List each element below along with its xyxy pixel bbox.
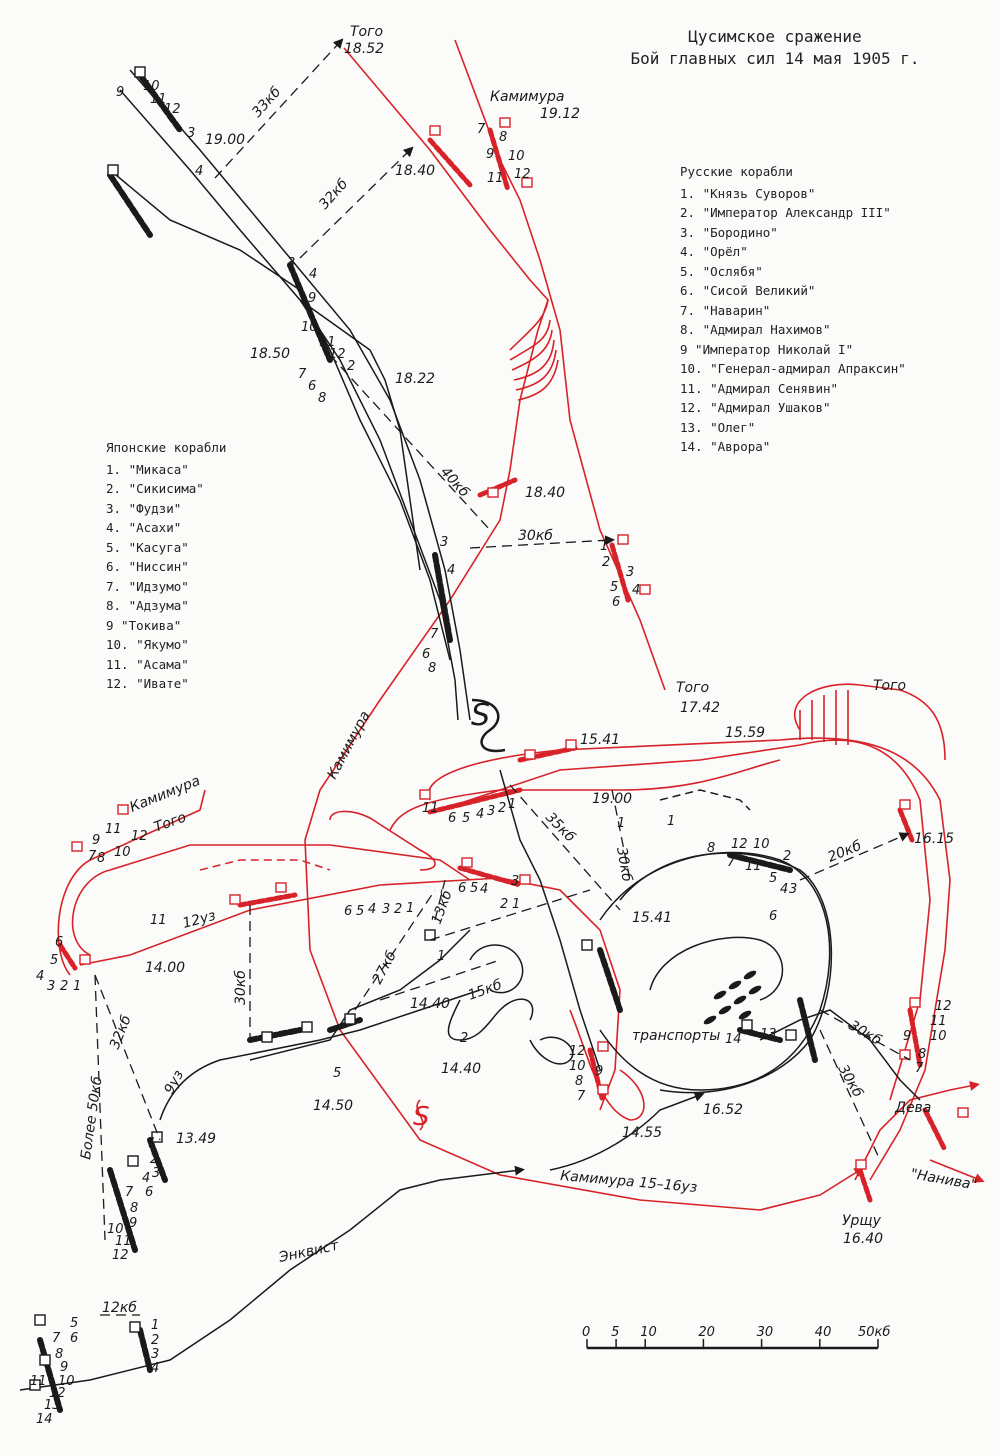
label-s-turn: S — [413, 1102, 430, 1132]
legend-item: 2. "Император Александр III" — [680, 205, 891, 220]
scale-label: 40 — [814, 1325, 832, 1340]
svg-text:12: 12 — [131, 829, 148, 844]
svg-text:10: 10 — [930, 1029, 947, 1044]
distance-line — [215, 42, 340, 178]
svg-text:12: 12 — [112, 1248, 129, 1263]
svg-text:11: 11 — [487, 171, 504, 186]
svg-text:9: 9 — [60, 1360, 69, 1375]
svg-text:1: 1 — [73, 979, 82, 994]
svg-text:3: 3 — [626, 565, 635, 580]
svg-text:9: 9 — [595, 1064, 604, 1079]
svg-text:12: 12 — [569, 1044, 586, 1059]
svg-text:11: 11 — [30, 1374, 47, 1389]
svg-text:3: 3 — [47, 979, 56, 994]
flag-marker — [520, 875, 530, 884]
japanese-column — [110, 175, 150, 235]
label-time: 14.40 — [410, 996, 451, 1012]
svg-text:1: 1 — [667, 814, 676, 829]
scale-label: 20 — [698, 1325, 715, 1340]
svg-text:5: 5 — [356, 904, 365, 919]
label-distance: 15кб — [465, 976, 505, 1004]
svg-text:10: 10 — [114, 845, 131, 860]
transports-cluster — [702, 969, 762, 1026]
legend-item: 1. "Микаса" — [106, 461, 189, 477]
flag-marker — [618, 535, 628, 544]
russian-column — [925, 1110, 945, 1150]
svg-text:4: 4 — [476, 807, 485, 822]
label-kamimura: Камимура — [127, 772, 203, 816]
label-enkvist: Энквист — [277, 1237, 341, 1266]
svg-text:4: 4 — [195, 164, 204, 179]
label-time: 19.00 — [592, 791, 633, 807]
svg-text:4: 4 — [780, 882, 789, 897]
japanese-column — [250, 1030, 300, 1040]
scale-label: 30 — [756, 1325, 774, 1340]
svg-text:8: 8 — [428, 661, 437, 676]
svg-text:7: 7 — [577, 1089, 586, 1104]
legend-item: 7. "Наварин" — [680, 302, 771, 318]
legend-item: 6. "Сисой Великий" — [680, 283, 816, 298]
japanese-track-loop-small — [660, 790, 750, 810]
svg-text:11: 11 — [150, 913, 167, 928]
label-time: 18.52 — [344, 41, 385, 57]
flag-marker — [742, 1020, 752, 1030]
label-time: 14.40 — [441, 1061, 482, 1077]
label-time: 18.50 — [250, 346, 291, 362]
svg-text:3: 3 — [511, 874, 520, 889]
distance-line — [95, 975, 160, 1140]
svg-text:12: 12 — [935, 999, 952, 1014]
legend-item: 11. "Асама" — [106, 656, 189, 672]
label-distance: 12кб — [102, 1300, 137, 1316]
flag-marker — [40, 1355, 50, 1365]
legend-item: 8. "Адмирал Нахимов" — [680, 322, 831, 337]
label-togo-1852: Того — [350, 24, 384, 40]
flag-marker — [786, 1030, 796, 1040]
label-time: 18.40 — [525, 485, 566, 501]
label-distance: 30кб — [518, 528, 553, 544]
svg-text:13: 13 — [760, 1027, 777, 1042]
legend-item: 3. "Фудзи" — [106, 500, 182, 516]
svg-text:2: 2 — [347, 359, 356, 374]
svg-text:10: 10 — [143, 79, 160, 94]
svg-text:5: 5 — [70, 1316, 79, 1331]
svg-text:8: 8 — [918, 1047, 927, 1062]
legend-item: 5. "Ослябя" — [680, 263, 763, 279]
label-transports: транспорты — [632, 1028, 721, 1044]
label-time: 18.22 — [395, 371, 436, 387]
legend-item: 7. "Идзумо" — [106, 578, 189, 594]
russian-track-hook — [330, 811, 435, 870]
label-distance: 32кб — [106, 1013, 135, 1052]
label-time: 15.59 — [725, 725, 766, 741]
svg-text:9: 9 — [116, 85, 125, 100]
label-distance: 35кб — [542, 809, 579, 846]
japanese-track-loop2 — [620, 853, 831, 1092]
label-kamimura-speed: Камимура 15–16уз — [559, 1168, 698, 1196]
svg-text:2: 2 — [150, 1152, 159, 1167]
flag-marker — [598, 1085, 608, 1094]
svg-text:3: 3 — [789, 882, 798, 897]
legend-item: 4. "Асахи" — [106, 520, 182, 535]
label-togo: Того — [151, 809, 189, 836]
svg-text:7: 7 — [915, 1061, 924, 1076]
svg-text:1: 1 — [600, 539, 609, 554]
svg-text:2: 2 — [151, 1333, 160, 1348]
svg-text:5: 5 — [333, 1066, 342, 1081]
flag-marker — [910, 998, 920, 1007]
russian-column — [860, 1170, 870, 1200]
label-time: 16.15 — [914, 831, 955, 847]
flag-marker — [35, 1315, 45, 1325]
flag-marker — [430, 126, 440, 135]
flag-marker — [582, 940, 592, 950]
svg-text:5: 5 — [462, 811, 471, 826]
svg-text:10: 10 — [301, 320, 318, 335]
flag-marker — [566, 740, 576, 749]
flag-marker — [262, 1032, 272, 1042]
svg-text:1: 1 — [617, 816, 626, 831]
svg-text:3: 3 — [187, 126, 196, 141]
label-time: 15.41 — [632, 910, 673, 926]
svg-text:7: 7 — [727, 855, 736, 870]
label-time: 15.41 — [580, 732, 621, 748]
svg-text:7: 7 — [477, 122, 486, 137]
legend-item: 13. "Олег" — [680, 419, 756, 435]
flag-marker — [302, 1022, 312, 1032]
svg-text:14: 14 — [725, 1032, 742, 1047]
legend-item: 5. "Касуга" — [106, 539, 189, 555]
svg-text:4: 4 — [368, 902, 377, 917]
svg-text:7: 7 — [88, 849, 97, 864]
scale-bar-ticks — [582, 1325, 890, 1348]
svg-text:7: 7 — [430, 627, 439, 642]
map-labels — [78, 24, 978, 1316]
flag-marker — [108, 165, 118, 175]
flag-marker — [900, 800, 910, 809]
svg-text:3: 3 — [151, 1347, 160, 1362]
svg-text:1: 1 — [151, 1318, 160, 1333]
map-title-line1: Цусимское сражение — [688, 27, 862, 46]
scale-label: 0 — [582, 1325, 591, 1340]
svg-text:6: 6 — [308, 379, 317, 394]
label-kamimura: Камимура — [324, 708, 374, 782]
flag-marker — [345, 1014, 355, 1024]
label-time: 14.50 — [313, 1098, 354, 1114]
japanese-track-loop3 — [650, 937, 783, 1000]
russian-ships-heading: Русские корабли — [680, 164, 793, 179]
label-time: 19.12 — [540, 106, 581, 122]
flag-marker — [130, 1322, 140, 1332]
japanese-columns — [40, 75, 815, 1410]
svg-text:8: 8 — [707, 841, 716, 856]
label-togo: Того — [873, 678, 907, 694]
svg-text:5: 5 — [50, 953, 59, 968]
svg-text:13: 13 — [44, 1398, 61, 1413]
legend-item: 3. "Бородино" — [680, 224, 778, 240]
svg-text:3: 3 — [287, 256, 296, 271]
flag-marker — [276, 883, 286, 892]
svg-text:6: 6 — [769, 909, 778, 924]
legend-item: 10. "Якумо" — [106, 637, 189, 652]
svg-text:7: 7 — [52, 1331, 61, 1346]
svg-text:10: 10 — [753, 837, 770, 852]
svg-text:2: 2 — [394, 902, 403, 917]
svg-text:4: 4 — [151, 1361, 160, 1376]
svg-text:12: 12 — [514, 167, 531, 182]
label-distance: Более 50кб — [78, 1075, 106, 1161]
label-time: 14.55 — [622, 1125, 663, 1141]
russian-tracks — [58, 40, 980, 1210]
scale-bar — [582, 1325, 890, 1348]
russian-track-loop — [429, 738, 950, 1180]
svg-text:4: 4 — [142, 1171, 151, 1186]
svg-text:12: 12 — [329, 347, 346, 362]
flag-marker — [80, 955, 90, 964]
svg-text:11: 11 — [422, 801, 439, 816]
map-title-line2: Бой главных сил 14 мая 1905 г. — [630, 49, 920, 68]
flag-marker — [958, 1108, 968, 1117]
svg-text:6: 6 — [55, 935, 64, 950]
svg-text:7: 7 — [298, 367, 307, 382]
ship-numbers — [30, 79, 955, 1427]
svg-text:5: 5 — [769, 871, 778, 886]
label-distance: 30кб — [834, 1062, 866, 1101]
japanese-column — [800, 1000, 815, 1060]
svg-text:14: 14 — [36, 1412, 53, 1427]
russian-track-fan — [510, 300, 558, 400]
svg-text:8: 8 — [575, 1074, 584, 1089]
svg-text:11: 11 — [115, 1234, 132, 1249]
flag-marker — [598, 1042, 608, 1051]
russian-track-main — [305, 48, 860, 1210]
svg-text:10: 10 — [508, 149, 525, 164]
flag-marker — [135, 67, 145, 77]
legend-item: 11. "Адмирал Сенявин" — [680, 380, 839, 396]
legend-item: 9 "Император Николай I" — [680, 341, 854, 357]
svg-text:3: 3 — [440, 535, 449, 550]
japanese-track-main-2 — [120, 90, 458, 720]
label-speed: 12уз — [180, 907, 218, 932]
svg-text:7: 7 — [125, 1185, 134, 1200]
svg-text:1: 1 — [512, 897, 521, 912]
label-distance: 13кб — [428, 888, 456, 927]
flag-marker — [500, 118, 510, 127]
flag-marker — [488, 488, 498, 497]
flag-marker — [525, 750, 535, 759]
japanese-track-west-loop — [200, 860, 330, 870]
russian-column — [900, 810, 912, 840]
svg-text:5: 5 — [470, 881, 479, 896]
svg-text:2: 2 — [60, 979, 69, 994]
legend-item: 1. "Князь Суворов" — [680, 185, 816, 201]
legend-item: 4. "Орёл" — [680, 244, 748, 259]
svg-text:9: 9 — [129, 1216, 138, 1231]
svg-text:5: 5 — [610, 580, 619, 595]
label-time: 17.42 — [680, 700, 721, 716]
svg-text:11: 11 — [745, 859, 762, 874]
label-speed: 9уз — [161, 1067, 188, 1097]
legend-item: 8. "Адзума" — [106, 598, 189, 613]
svg-text:12: 12 — [49, 1386, 66, 1401]
flag-marker — [462, 858, 472, 867]
scale-label: 10 — [640, 1325, 657, 1340]
russian-track-togo-loop — [795, 684, 945, 760]
svg-text:11: 11 — [105, 822, 122, 837]
flag-marker — [230, 895, 240, 904]
svg-text:10: 10 — [569, 1059, 586, 1074]
label-togo-1742: Того — [676, 680, 710, 696]
japanese-track-swirl3 — [530, 1037, 573, 1064]
legend-item: 12. "Адмирал Ушаков" — [680, 400, 831, 415]
legend-item: 9 "Токива" — [106, 617, 182, 633]
svg-text:6: 6 — [70, 1331, 79, 1346]
label-distance: 30кб — [613, 845, 635, 884]
label-time: 16.52 — [703, 1102, 744, 1118]
scale-label: 50кб — [858, 1325, 891, 1340]
svg-text:9: 9 — [92, 833, 101, 848]
svg-text:4: 4 — [480, 882, 489, 897]
label-distance: 33кб — [249, 84, 285, 121]
label-distance: 20кб — [825, 837, 864, 866]
russian-flag-markers — [72, 118, 968, 1169]
svg-text:2: 2 — [460, 1031, 469, 1046]
russian-track-fan-right — [800, 690, 848, 745]
svg-text:8: 8 — [130, 1201, 139, 1216]
svg-text:1: 1 — [508, 797, 517, 812]
scale-label: 5 — [611, 1325, 620, 1340]
label-distance: 27кб — [369, 948, 400, 987]
japanese-column — [140, 1330, 150, 1370]
svg-text:3: 3 — [152, 1166, 161, 1181]
japanese-track-enkvist — [20, 1170, 520, 1390]
svg-text:1: 1 — [437, 949, 446, 964]
svg-text:6: 6 — [448, 811, 457, 826]
label-time: 16.40 — [843, 1231, 884, 1247]
japanese-ships-heading: Японские корабли — [106, 440, 227, 455]
flag-marker — [72, 842, 82, 851]
japanese-tracks — [20, 70, 920, 1390]
label-urigu: Урщу — [842, 1213, 881, 1229]
flag-marker — [856, 1160, 866, 1169]
label-kamimura-1912: Камимура — [490, 89, 565, 105]
svg-text:6: 6 — [344, 904, 353, 919]
svg-text:2: 2 — [602, 555, 611, 570]
svg-text:11: 11 — [150, 92, 167, 107]
svg-text:6: 6 — [422, 647, 431, 662]
svg-text:2: 2 — [783, 849, 792, 864]
svg-text:12: 12 — [731, 837, 748, 852]
flag-marker — [640, 585, 650, 594]
legend-item: 2. "Сикисима" — [106, 481, 204, 496]
flag-marker — [128, 1156, 138, 1166]
label-naniva: "Нанива" — [909, 1166, 979, 1194]
distance-lines — [95, 42, 910, 1315]
svg-text:10: 10 — [107, 1222, 124, 1237]
svg-text:8: 8 — [55, 1347, 64, 1362]
svg-text:3: 3 — [382, 902, 391, 917]
svg-text:11: 11 — [930, 1014, 947, 1029]
flag-marker — [420, 790, 430, 799]
svg-text:1: 1 — [406, 901, 415, 916]
svg-text:8: 8 — [499, 130, 508, 145]
svg-text:11: 11 — [319, 335, 336, 350]
legend-item: 14. "Аврора" — [680, 439, 771, 454]
label-time: 14.00 — [145, 960, 186, 976]
label-deva: Дева — [895, 1100, 932, 1116]
legend-item: 10. "Генерал-адмирал Апраксин" — [680, 361, 906, 376]
label-time: 13.49 — [176, 1131, 217, 1147]
svg-text:6: 6 — [458, 881, 467, 896]
legend-item: 12. "Ивате" — [106, 676, 189, 691]
svg-text:4: 4 — [309, 267, 318, 282]
label-time: 18.40 — [395, 163, 436, 179]
svg-text:6: 6 — [612, 595, 621, 610]
svg-text:6: 6 — [145, 1185, 154, 1200]
svg-text:9: 9 — [308, 291, 317, 306]
svg-text:4: 4 — [36, 969, 45, 984]
svg-text:8: 8 — [97, 851, 106, 866]
label-distance: 30кб — [233, 970, 249, 1005]
svg-text:2: 2 — [498, 801, 507, 816]
flag-marker — [118, 805, 128, 814]
japanese-track-east — [760, 1010, 920, 1100]
svg-text:12: 12 — [164, 102, 181, 117]
svg-text:4: 4 — [632, 583, 641, 598]
label-distance: 30кб — [846, 1017, 885, 1049]
label-time: 19.00 — [205, 132, 246, 148]
distance-line — [300, 150, 410, 258]
svg-text:10: 10 — [58, 1374, 75, 1389]
svg-text:1: 1 — [148, 1136, 157, 1151]
legend-item: 6. "Ниссин" — [106, 559, 189, 574]
japanese-track-main-3 — [110, 170, 450, 660]
svg-text:2: 2 — [500, 897, 509, 912]
label-distance: 40кб — [437, 463, 473, 501]
svg-text:8: 8 — [318, 391, 327, 406]
label-s-turn: S — [471, 698, 491, 733]
svg-text:3: 3 — [487, 804, 496, 819]
svg-text:9: 9 — [903, 1029, 912, 1044]
russian-column — [430, 140, 470, 185]
label-distance: 32кб — [316, 176, 352, 213]
svg-text:4: 4 — [447, 563, 456, 578]
japanese-track-main-4 — [300, 300, 420, 570]
svg-text:9: 9 — [486, 147, 495, 162]
